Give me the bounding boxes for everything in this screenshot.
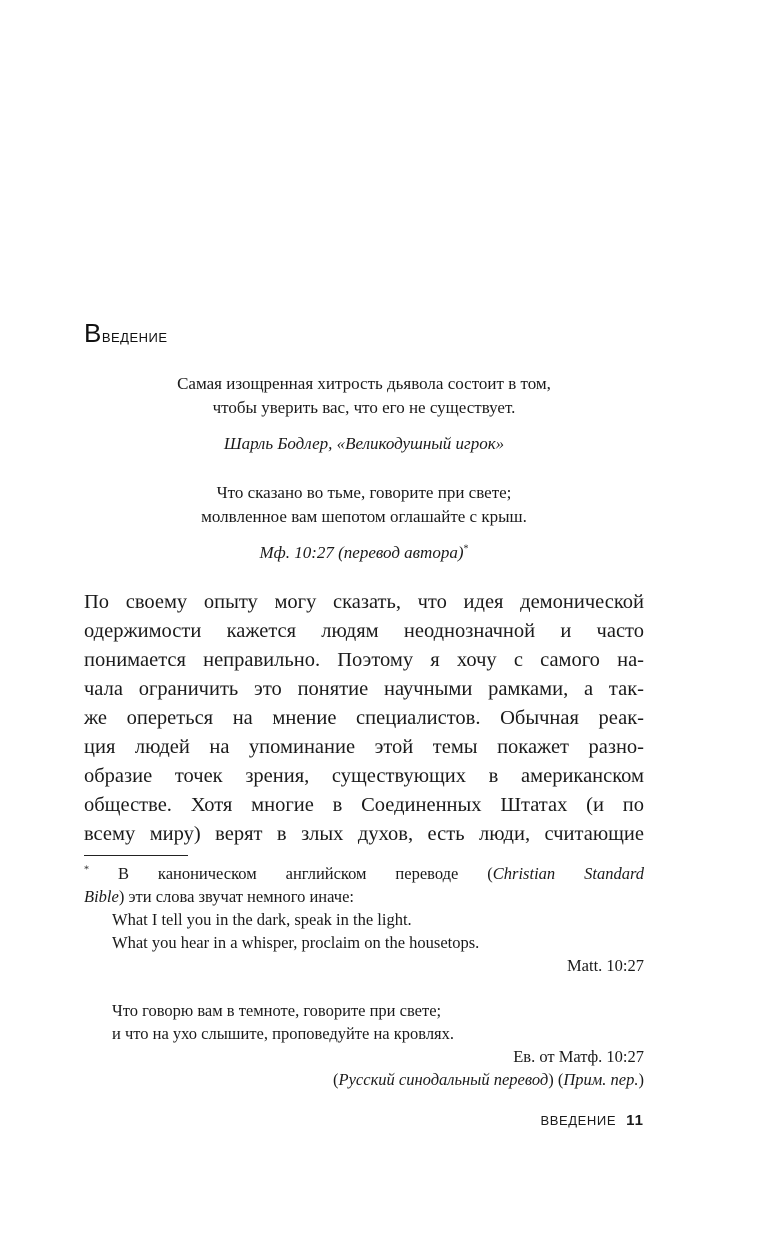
body-line: же опереться на мнение специалистов. Обычная реак-	[84, 707, 644, 729]
paren: )	[638, 1070, 644, 1089]
book-page	[84, 0, 644, 1241]
body-line: чала ограничить это понятие научными рамками, а так-	[84, 678, 644, 700]
footnote-bible-title-end: Bible	[84, 887, 119, 906]
page-number: 11	[626, 1112, 644, 1129]
epigraph-line: Что сказано во тьме, говорите при свете;	[216, 483, 512, 502]
paren: (	[333, 1070, 339, 1089]
chapter-title-rest: ведение	[101, 326, 168, 347]
footnote-intro-line	[84, 885, 644, 908]
epigraph-attribution: Шарль Бодлер, «Великодушный игрок»	[223, 434, 505, 453]
footnote-english-reference: Matt. 10:27	[567, 956, 644, 975]
epigraph-attribution-text: Мф. 10:27 (перевод автора)	[259, 543, 464, 562]
running-footer	[540, 1112, 644, 1129]
footnote-russian-reference: Ев. от Матф. 10:27	[513, 1047, 644, 1066]
footnote-intro-text: В каноническом английском переводе (	[89, 864, 493, 883]
footnote-intro-line	[84, 862, 644, 885]
body-line: обществе. Хотя многие в Соединенных Штатах (и по	[84, 794, 644, 816]
body-line: По своему опыту могу сказать, что идея демонической	[84, 591, 644, 613]
footnote-intro-text: ) эти слова звучат немного иначе:	[118, 887, 354, 906]
footnote-russian-line: и что на ухо слышите, проповедуйте на кровлях.	[112, 1024, 455, 1043]
footnote-english-line: What I tell you in the dark, speak in the light.	[112, 910, 412, 929]
body-paragraph	[84, 588, 644, 849]
body-line: одержимости кажется людям неоднозначной и часто	[84, 620, 644, 642]
chapter-title-initial: В	[84, 318, 102, 348]
epigraph-baudelaire	[84, 372, 644, 456]
body-line: всему миру) верят в злых духов, есть люди, считающие	[84, 823, 644, 845]
body-line: понимается неправильно. Поэтому я хочу с самого на-	[84, 649, 644, 671]
footnote-mark: *	[84, 864, 89, 876]
footnote-spacer	[84, 977, 644, 999]
footnote-reference-mark: *	[463, 543, 469, 555]
body-line: образие точек зрения, существующих в американском	[84, 765, 644, 787]
translator-note-label: Прим. пер.	[563, 1070, 639, 1089]
paren: ) (	[548, 1070, 564, 1089]
epigraph-matthew	[84, 481, 644, 565]
footnote	[84, 862, 644, 1091]
epigraph-line: чтобы уверить вас, что его не существует.	[212, 398, 516, 417]
footnote-divider	[84, 855, 188, 856]
running-footer-section: ВВЕДЕНИЕ	[540, 1113, 617, 1128]
footnote-bible-title: Christian Standard	[492, 864, 644, 883]
footnote-translator-note	[84, 1068, 644, 1091]
epigraph-line: Самая изощренная хитрость дьявола состоит в том,	[177, 374, 551, 393]
body-line: ция людей на упоминание этой темы покажет разно-	[84, 736, 644, 758]
epigraph-attribution	[84, 541, 644, 565]
chapter-title	[84, 318, 168, 349]
footnote-russian-line: Что говорю вам в темноте, говорите при свете;	[112, 1001, 442, 1020]
epigraph-line: молвленное вам шепотом оглашайте с крыш.	[201, 507, 527, 526]
footnote-english-line: What you hear in a whisper, proclaim on the housetops.	[112, 933, 480, 952]
synodal-translation-label: Русский синодальный перевод	[338, 1070, 549, 1089]
